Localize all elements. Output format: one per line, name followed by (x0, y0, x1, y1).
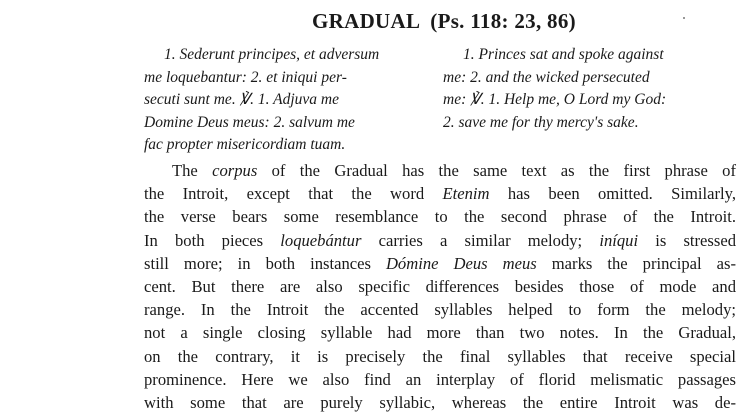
english-line: me: ℣. 1. Help me, O Lord my God: (443, 91, 667, 108)
latin-line: secuti sunt me. ℣. 1. Adjuva me (144, 91, 339, 108)
paragraph-line: still more; in both instances Dómine Deus meus marks the principal as- (144, 253, 736, 273)
english-line: 2. save me for thy mercy's sake. (443, 113, 639, 131)
latin-text-column (144, 44, 422, 157)
section-heading (312, 8, 576, 34)
english-line: 1. Princes sat and spoke against (463, 46, 664, 63)
latin-line: 1. Sederunt principes, et adversum (164, 46, 380, 63)
paragraph-line: cent. But there are also specific differences besides those of mode and (144, 277, 736, 297)
paragraph-line: with some that are purely syllabic, whereas the entire Introit was de- (144, 393, 736, 413)
latin-line: Domine Deus meus: 2. salvum me (144, 113, 355, 131)
heading-psalm-reference: (Ps. 118: 23, 86) (430, 9, 576, 33)
paragraph-line: range. In the Introit the accented syllables helped to form the melody; (144, 300, 736, 320)
heading-title: GRADUAL (312, 9, 421, 33)
paragraph-line: The corpus of the Gradual has the same text as the first phrase of (172, 161, 736, 180)
paragraph-line: the verse bears some resemblance to the second phrase of the Introit. (144, 207, 736, 227)
paragraph-line: In both pieces loquebántur carries a similar melody; iníqui is stressed (144, 230, 737, 250)
commentary-paragraph (144, 159, 736, 414)
paragraph-line: not a single closing syllable had more than two notes. In the Gradual, (144, 323, 736, 343)
english-line: me: 2. and the wicked persecuted (443, 68, 650, 86)
paragraph-line: the Introit, except that the word Etenim has been omitted. Similarly, (144, 184, 736, 204)
latin-line: fac propter misericordiam tuam. (144, 136, 346, 153)
english-translation-column (443, 44, 723, 134)
paragraph-line: prominence. Here we also find an interplay of florid melismatic passages (144, 369, 736, 389)
latin-line: me loquebantur: 2. et iniqui per- (144, 68, 347, 86)
paragraph-line: on the contrary, it is precisely the final syllables that receive special (144, 346, 736, 366)
print-speck (683, 17, 685, 19)
